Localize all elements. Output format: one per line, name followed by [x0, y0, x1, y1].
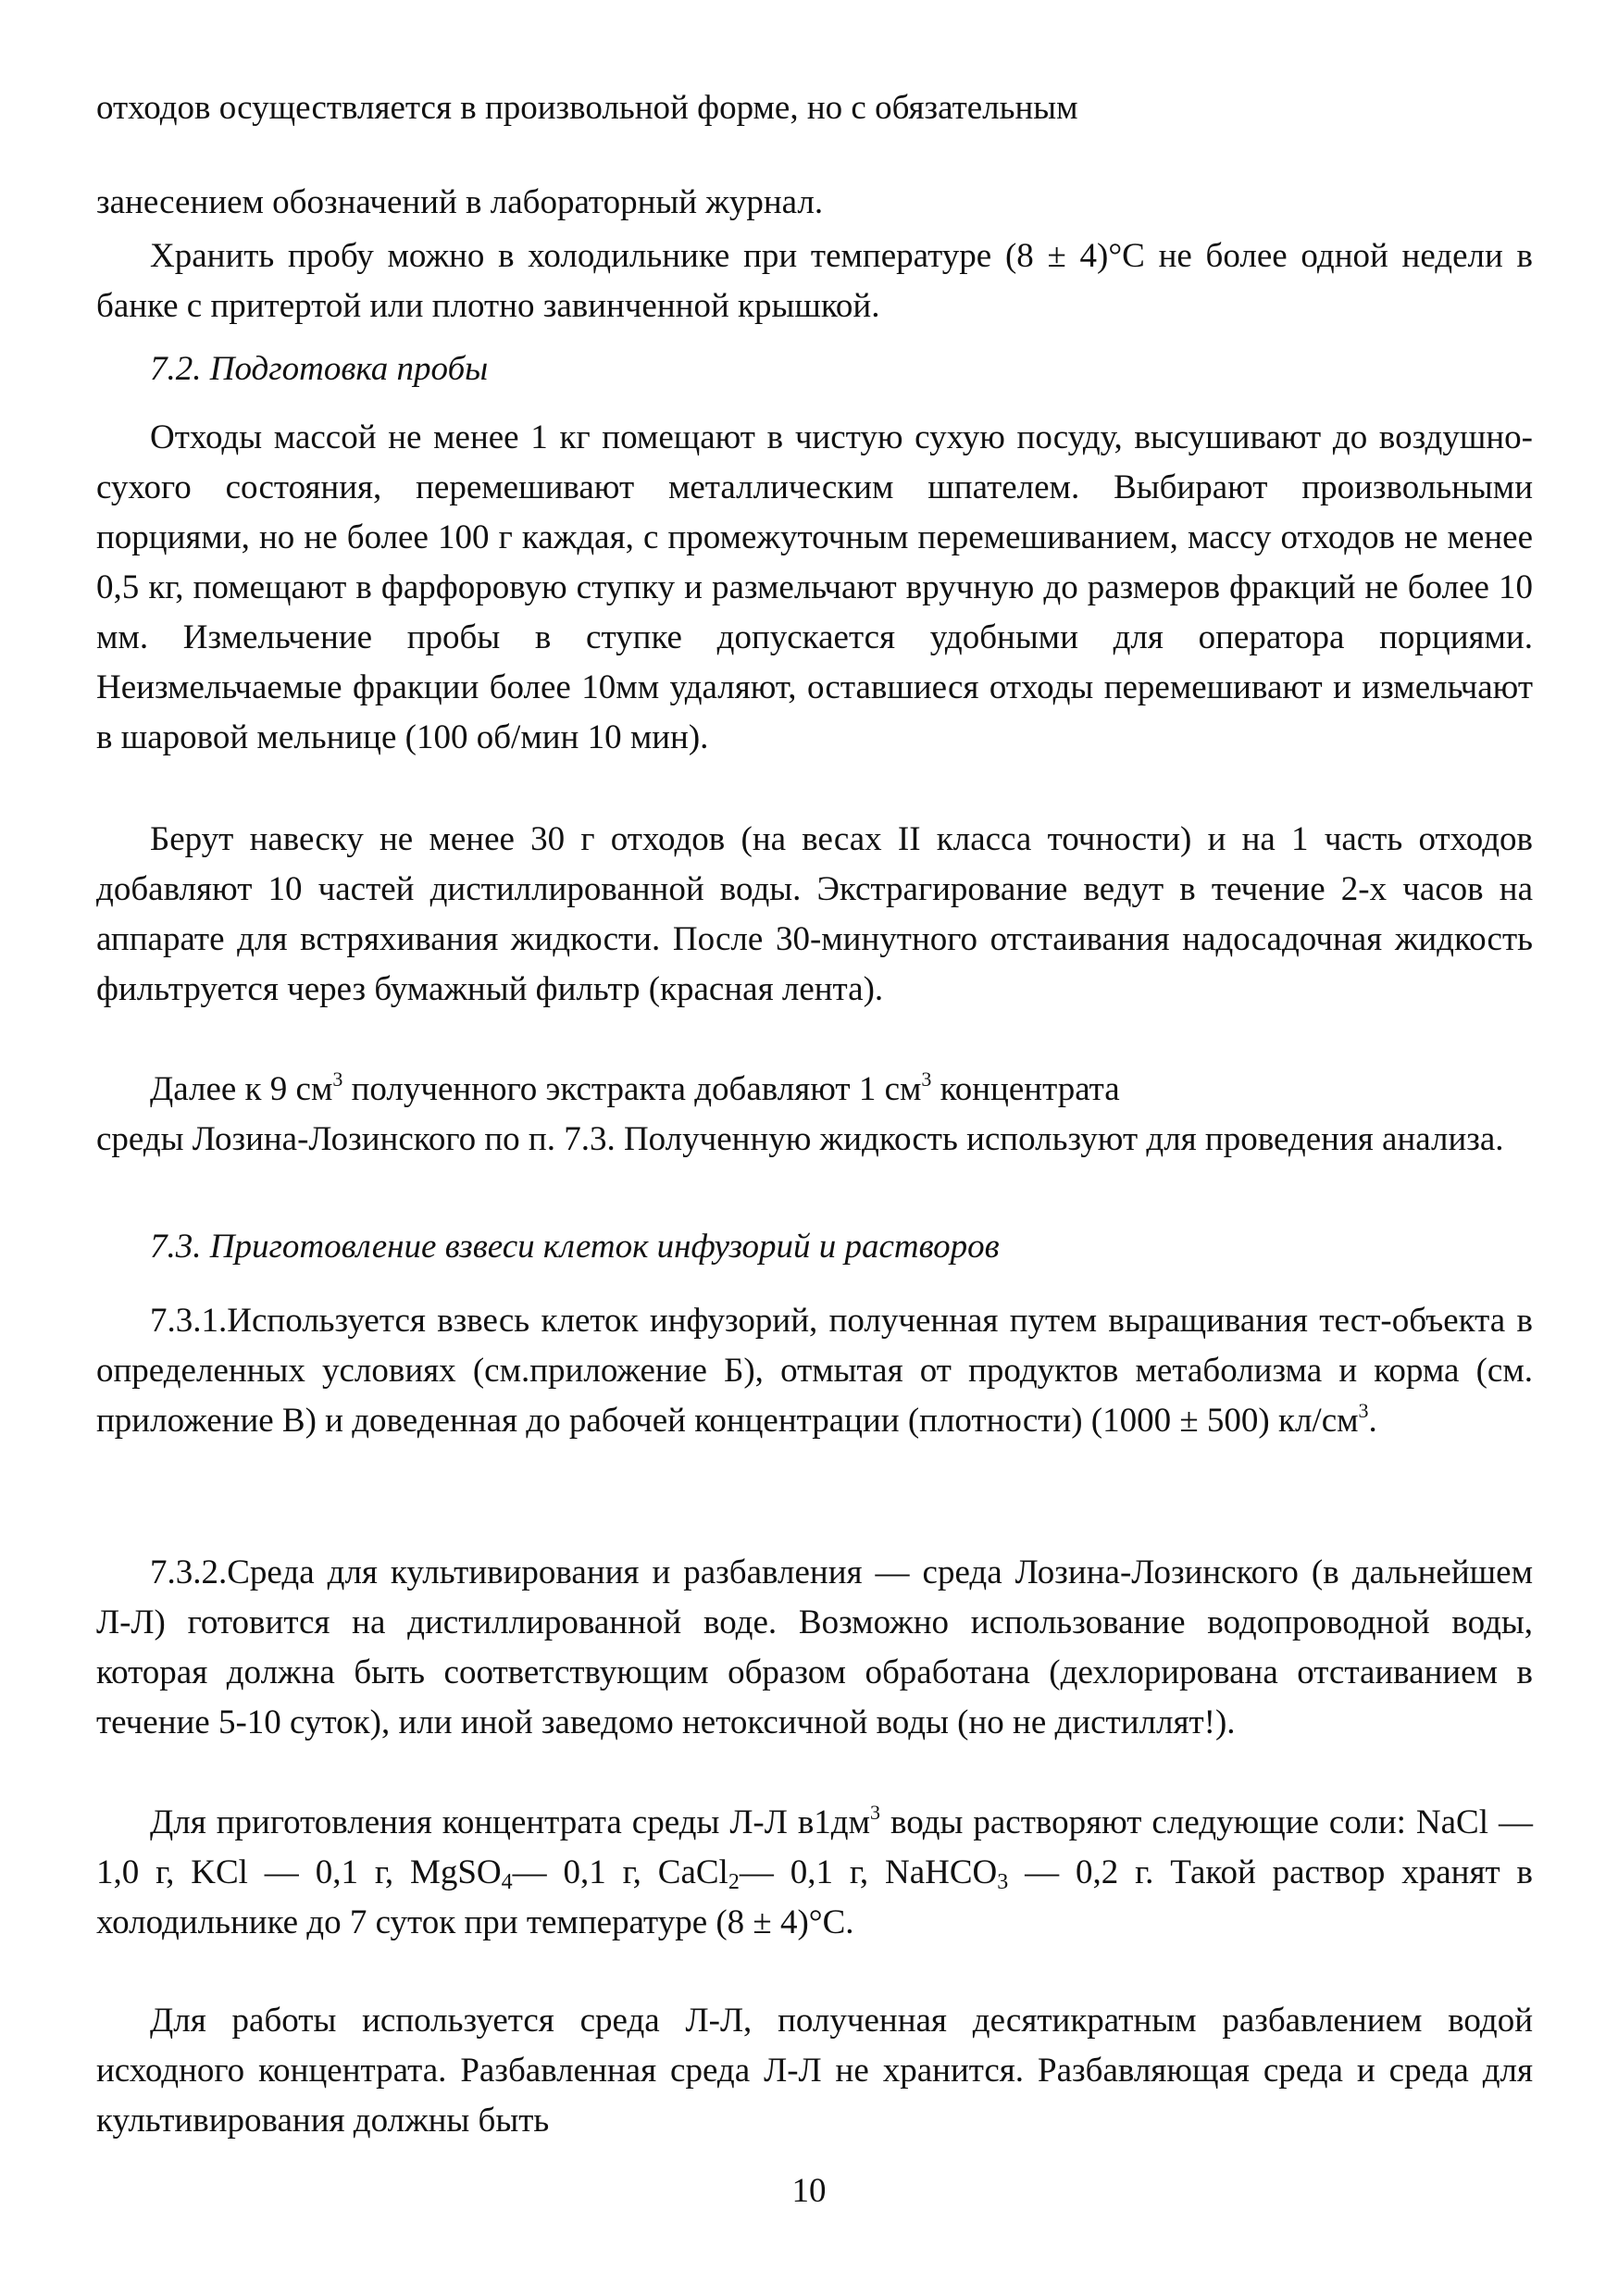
paragraph-extract-mix [96, 1065, 1533, 1115]
text-segment: . [1368, 1402, 1377, 1440]
text-segment: 7.3.1.Используется взвесь клеток инфузорий, полученная путем выращивания тест-объекта в определенных условиях (см.приложение Б), отмытая от продуктов метаболизма и корма (см. приложение В) и доведенная до рабочей концентрации (плотности) (1000 ± 500) кл/см [96, 1302, 1533, 1440]
subscript: 4 [501, 1870, 513, 1894]
superscript: 3 [332, 1067, 343, 1091]
paragraph-storage: Хранить пробу можно в холодильнике при температуре (8 ± 4)°С не более одной недели в банке с притертой или плотно завинченной крышкой. [96, 237, 1533, 325]
paragraph-concentrate [96, 1798, 1533, 1948]
superscript: 3 [1358, 1399, 1369, 1422]
text-segment: — 0,1 г, NaHCO [739, 1853, 998, 1891]
text-segment: полученного экстракта добавляют 1 см [342, 1070, 922, 1108]
paragraph-7-3-2: 7.3.2.Среда для культивирования и разбавления — среда Лозина-Лозинского (в дальнейшем Л-Л) готовится на дистиллированной воде. Возможно использование водопроводной воды, которая должна быть соответствующим образом обработана (дехлорирована отстаиванием в течение 5-10 суток), или иной заведомо нетоксичной воды (но не дистиллят!). [96, 1554, 1533, 1741]
heading-7-2: 7.2. Подготовка пробы [150, 350, 489, 388]
superscript: 3 [921, 1067, 932, 1091]
heading-7-3: 7.3. Приготовление взвеси клеток инфузорий и растворов [150, 1228, 1000, 1266]
text-segment: — 0,2 г. Такой раствор хранят в холодильнике до 7 суток при температуре (8 ± 4)°С. [96, 1853, 1534, 1941]
text-segment: — 0,1 г, CaCl [512, 1853, 728, 1891]
subscript: 2 [728, 1870, 740, 1894]
paragraph-top-line: отходов осуществляется в произвольной форме, но с обязательным [96, 89, 1078, 127]
text-segment: Для приготовления концентрата среды Л-Л в1дм [150, 1803, 871, 1841]
superscript: 3 [870, 1801, 881, 1824]
text-segment: концентрата [931, 1070, 1120, 1108]
paragraph-extract-mix-cont: среды Лозина-Лозинского по п. 7.3. Полученную жидкость используют для проведения анализа. [96, 1120, 1504, 1158]
text-segment: Далее к 9 см [150, 1070, 333, 1108]
paragraph-7-3-1 [96, 1296, 1533, 1446]
paragraph-sample-preparation: Отходы массой не менее 1 кг помещают в чистую сухую посуду, высушивают до воздушно-сухого состояния, перемешивают металлическим шпателем. Выбирают произвольными порциями, но не более 100 г каждая, с промежуточным перемешиванием, массу отходов не менее 0,5 кг, помещают в фарфоровую ступку и размельчают вручную до размеров фракций не более 10 мм. Измельчение пробы в ступке допускается удобными для оператора порциями. Неизмельчаемые фракции более 10мм удаляют, оставшиеся отходы перемешивают и измельчают в шаровой мельнице (100 об/мин 10 мин). [96, 418, 1533, 756]
paragraph-journal-line: занесением обозначений в лабораторный журнал. [96, 183, 824, 221]
paragraph-working-medium: Для работы используется среда Л-Л, полученная десятикратным разбавлением водой исходного концентрата. Разбавленная среда Л-Л не хранится. Разбавляющая среда и среда для культивирования должны быть [96, 2002, 1533, 2140]
subscript: 3 [997, 1870, 1009, 1894]
text-segment: воды растворяют следующие соли: NaCl — 1,0 г, KCl — 0,1 г, MgSO [96, 1803, 1533, 1891]
paragraph-extraction: Берут навеску не менее 30 г отходов (на весах II класса точности) и на 1 часть отходов добавляют 10 частей дистиллированной воды. Экстрагирование ведут в течение 2-х часов на аппарате для встряхивания жидкости. После 30-минутного отстаивания надосадочная жидкость фильтруется через бумажный фильтр (красная лента). [96, 820, 1533, 1008]
page-number: 10 [791, 2172, 827, 2210]
